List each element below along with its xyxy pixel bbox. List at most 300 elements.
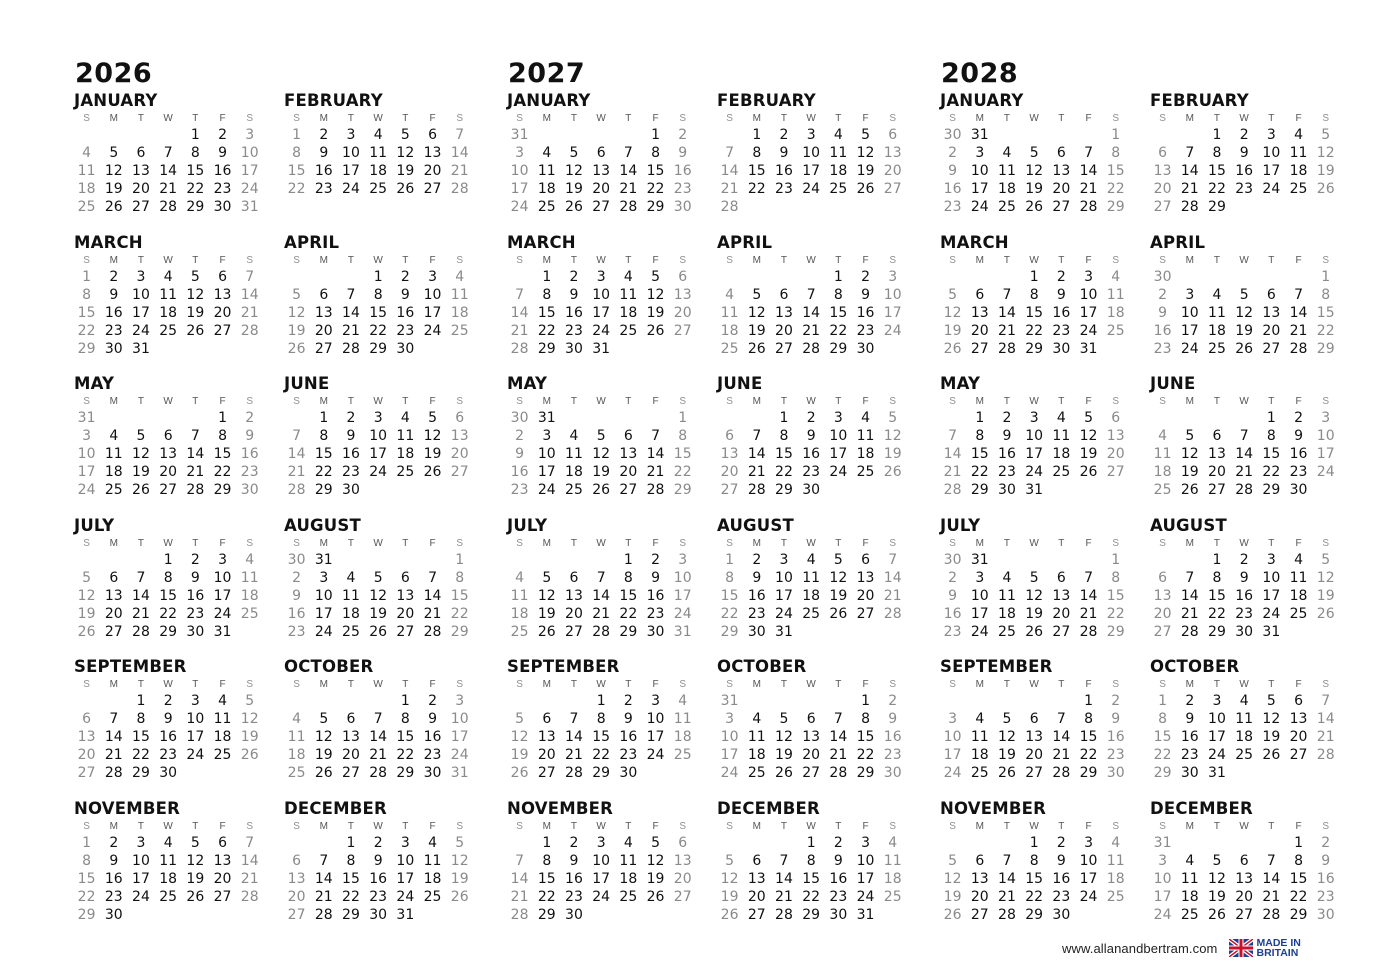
weekday-header xyxy=(283,254,479,268)
week-row xyxy=(1149,162,1345,180)
day-cell: 10 xyxy=(186,711,205,728)
day-cell: 3 xyxy=(373,410,383,427)
week-row xyxy=(283,728,479,746)
weekday-letter: M xyxy=(975,113,984,124)
day-cell: 27 xyxy=(592,199,611,215)
week-row xyxy=(1149,198,1345,216)
day-cell: 15 xyxy=(77,304,96,321)
day-cell: 19 xyxy=(943,888,962,905)
day-cell: 28 xyxy=(450,181,469,197)
weekday-letter: F xyxy=(219,254,226,266)
day-cell: 28 xyxy=(510,340,529,357)
weekday-letter: T xyxy=(347,537,355,549)
day-cell: 15 xyxy=(1262,446,1281,463)
weekday-letter: M xyxy=(109,679,118,691)
week-row xyxy=(1149,852,1345,870)
day-cell: 1 xyxy=(82,268,92,285)
day-cell: 2 xyxy=(569,834,579,851)
weekday-letter: T xyxy=(1058,537,1065,549)
weekday-letter: S xyxy=(726,254,733,266)
day-cell: 23 xyxy=(998,464,1016,481)
day-cell: 5 xyxy=(1029,569,1039,586)
weekday-letter: W xyxy=(373,254,383,266)
day-cell: 6 xyxy=(292,852,302,869)
month-name: MAY xyxy=(507,374,548,394)
day-cell: 3 xyxy=(1266,551,1276,568)
day-cell: 30 xyxy=(1235,623,1254,640)
day-cell: 27 xyxy=(1235,906,1254,923)
day-cell: 21 xyxy=(1235,464,1254,481)
day-cell: 22 xyxy=(314,464,333,481)
day-cell: 28 xyxy=(565,765,583,782)
day-cell: 2 xyxy=(861,268,870,285)
day-cell: 20 xyxy=(537,747,556,764)
day-cell: 1 xyxy=(455,551,465,568)
weekday-letter: S xyxy=(516,254,523,266)
day-cell: 20 xyxy=(213,304,232,321)
weekday-letter: F xyxy=(652,820,659,832)
weekday-letter: T xyxy=(625,820,632,832)
day-cell: 1 xyxy=(82,834,92,851)
month-name: AUGUST xyxy=(284,515,361,535)
month-name: NOVEMBER xyxy=(507,798,614,818)
week-row xyxy=(1149,710,1345,728)
day-cell: 22 xyxy=(970,464,989,481)
day-cell: 16 xyxy=(1153,322,1172,339)
day-cell: 22 xyxy=(1262,464,1281,481)
month-name: MARCH xyxy=(940,232,1009,252)
day-cell: 15 xyxy=(213,446,232,463)
day-cell: 12 xyxy=(396,145,415,161)
day-cell: 27 xyxy=(883,181,902,197)
week-row xyxy=(939,304,1135,322)
day-cell: 30 xyxy=(1052,340,1071,357)
day-cell: 2 xyxy=(888,693,898,710)
day-cell: 27 xyxy=(77,765,96,782)
day-cell: 30 xyxy=(240,482,259,499)
day-cell: 22 xyxy=(1106,605,1125,622)
weekday-letter: W xyxy=(373,113,383,124)
weekday-header xyxy=(73,254,269,268)
day-cell: 12 xyxy=(1235,304,1254,321)
day-cell: 12 xyxy=(646,852,665,869)
weekday-letter: M xyxy=(1185,537,1194,549)
weekday-letter: S xyxy=(726,820,733,832)
day-cell: 9 xyxy=(190,569,200,586)
day-cell: 27 xyxy=(1052,199,1071,215)
day-cell: 28 xyxy=(240,888,259,905)
day-cell: 6 xyxy=(1212,428,1222,445)
day-cell: 29 xyxy=(1106,623,1125,640)
day-cell: 4 xyxy=(109,428,119,445)
weekday-letter: T xyxy=(402,113,409,124)
day-cell: 23 xyxy=(883,747,902,764)
day-cell: 28 xyxy=(1262,906,1281,923)
day-cell: 24 xyxy=(943,765,962,782)
year-title: 2027 xyxy=(508,58,586,89)
day-cell: 12 xyxy=(186,286,205,303)
day-cell: 11 xyxy=(159,286,178,303)
day-cell: 19 xyxy=(314,747,333,764)
day-cell: 4 xyxy=(373,127,383,143)
day-cell: 24 xyxy=(132,888,150,905)
day-cell: 7 xyxy=(569,711,579,728)
day-cell: 28 xyxy=(720,199,739,215)
month-block xyxy=(506,90,702,232)
week-row xyxy=(506,605,702,623)
day-cell: 22 xyxy=(1079,747,1098,764)
week-row xyxy=(506,764,702,782)
day-cell: 30 xyxy=(104,340,123,357)
day-cell: 28 xyxy=(775,906,793,923)
day-cell: 8 xyxy=(1111,569,1121,586)
week-row xyxy=(1149,427,1345,445)
day-cell: 30 xyxy=(619,765,638,782)
day-cell: 6 xyxy=(1294,693,1303,710)
week-row xyxy=(506,409,702,427)
day-cell: 29 xyxy=(1208,199,1226,215)
day-cell: 20 xyxy=(883,163,902,179)
day-cell: 29 xyxy=(77,906,96,923)
day-cell: 25 xyxy=(510,623,529,640)
week-row xyxy=(1149,286,1345,304)
weekday-letter: W xyxy=(596,254,606,266)
day-cell: 19 xyxy=(1180,464,1199,481)
week-row xyxy=(1149,906,1345,924)
month-name: OCTOBER xyxy=(1150,657,1240,677)
day-cell: 13 xyxy=(720,446,739,463)
week-row xyxy=(506,340,702,358)
day-cell: 3 xyxy=(136,834,146,851)
week-row xyxy=(73,692,269,710)
day-cell: 3 xyxy=(651,693,660,710)
day-cell: 1 xyxy=(623,551,633,568)
day-cell: 23 xyxy=(565,888,583,905)
weekday-letter: S xyxy=(246,254,254,266)
week-row xyxy=(1149,445,1345,463)
week-row xyxy=(506,888,702,906)
weekday-header xyxy=(939,820,1135,834)
month-name: APRIL xyxy=(284,232,340,252)
day-cell: 1 xyxy=(346,834,356,851)
day-cell: 30 xyxy=(510,410,529,427)
day-cell: 23 xyxy=(396,322,415,339)
day-cell: 19 xyxy=(77,605,96,622)
week-row xyxy=(73,126,269,144)
month-block xyxy=(716,90,912,232)
day-cell: 4 xyxy=(861,410,870,427)
week-row xyxy=(939,286,1135,304)
week-row xyxy=(716,162,912,180)
day-cell: 24 xyxy=(1262,605,1281,622)
day-cell: 12 xyxy=(943,870,962,887)
day-cell: 23 xyxy=(775,181,793,197)
weekday-letter: T xyxy=(1268,396,1275,408)
day-cell: 4 xyxy=(428,834,437,851)
day-cell: 20 xyxy=(77,747,96,764)
day-cell: 22 xyxy=(1153,747,1172,764)
day-cell: 12 xyxy=(883,428,902,445)
week-row xyxy=(939,445,1135,463)
day-cell: 31 xyxy=(396,906,415,923)
day-cell: 26 xyxy=(77,623,96,640)
day-cell: 2 xyxy=(948,569,958,586)
weekday-letter: T xyxy=(625,113,632,124)
week-row xyxy=(73,764,269,782)
day-cell: 21 xyxy=(1289,322,1308,339)
day-cell: 26 xyxy=(1316,605,1335,622)
day-cell: 8 xyxy=(346,852,356,869)
day-cell: 4 xyxy=(1158,428,1168,445)
day-cell: 7 xyxy=(292,428,302,445)
weekday-letter: M xyxy=(109,820,118,832)
day-cell: 22 xyxy=(287,181,306,197)
week-row xyxy=(73,144,269,162)
day-cell: 7 xyxy=(948,428,958,445)
day-cell: 18 xyxy=(747,747,766,764)
day-cell: 27 xyxy=(1153,199,1172,215)
week-row xyxy=(1149,870,1345,888)
day-cell: 10 xyxy=(720,729,739,746)
week-row xyxy=(506,906,702,924)
day-cell: 23 xyxy=(1052,888,1071,905)
week-row xyxy=(506,870,702,888)
day-cell: 16 xyxy=(673,163,692,179)
week-row xyxy=(73,870,269,888)
week-row xyxy=(506,427,702,445)
week-row xyxy=(1149,692,1345,710)
day-cell: 26 xyxy=(998,765,1016,782)
day-cell: 8 xyxy=(1266,428,1276,445)
week-row xyxy=(506,180,702,198)
week-row xyxy=(283,463,479,481)
made-in-britain-badge xyxy=(1229,938,1300,958)
day-cell: 28 xyxy=(342,340,360,357)
day-cell: 26 xyxy=(646,888,665,905)
weekday-header xyxy=(506,254,702,268)
month-name: JANUARY xyxy=(74,91,158,110)
day-cell: 9 xyxy=(1239,145,1249,161)
day-cell: 5 xyxy=(1321,127,1331,143)
day-cell: 3 xyxy=(779,551,789,568)
website-link[interactable]: www.allanandbertram.com xyxy=(1062,940,1218,956)
day-cell: 29 xyxy=(646,199,665,215)
day-cell: 3 xyxy=(1158,852,1168,869)
weekday-letter: M xyxy=(109,537,118,549)
day-cell: 17 xyxy=(450,729,469,746)
day-cell: 19 xyxy=(720,888,739,905)
day-cell: 25 xyxy=(883,888,902,905)
day-cell: 18 xyxy=(159,304,178,321)
day-cell: 31 xyxy=(132,340,150,357)
day-cell: 21 xyxy=(998,322,1016,339)
weekday-letter: T xyxy=(1003,537,1011,549)
day-cell: 18 xyxy=(77,181,96,197)
day-cell: 25 xyxy=(1052,464,1071,481)
day-cell: 10 xyxy=(646,711,665,728)
week-row xyxy=(283,180,479,198)
day-cell: 16 xyxy=(510,464,529,481)
day-cell: 9 xyxy=(1321,852,1331,869)
day-cell: 25 xyxy=(1153,482,1172,499)
week-row xyxy=(73,728,269,746)
day-cell: 13 xyxy=(423,145,442,161)
day-cell: 18 xyxy=(1289,587,1308,604)
weekday-letter: T xyxy=(780,396,788,408)
day-cell: 11 xyxy=(1289,145,1308,161)
day-cell: 5 xyxy=(1084,410,1093,427)
week-row xyxy=(716,728,912,746)
day-cell: 15 xyxy=(314,446,333,463)
day-cell: 7 xyxy=(1294,286,1303,303)
day-cell: 21 xyxy=(998,888,1016,905)
week-row xyxy=(506,623,702,641)
day-cell: 20 xyxy=(314,322,333,339)
month-block xyxy=(73,798,269,940)
weekday-letter: F xyxy=(1295,113,1302,124)
weekday-letter: T xyxy=(1268,820,1275,832)
day-cell: 4 xyxy=(218,693,227,710)
week-row xyxy=(283,888,479,906)
weekday-letter: M xyxy=(319,820,328,832)
weekday-header xyxy=(283,820,479,834)
day-cell: 20 xyxy=(423,163,442,179)
day-cell: 7 xyxy=(428,569,437,586)
day-cell: 17 xyxy=(673,587,692,604)
day-cell: 13 xyxy=(673,852,692,869)
day-cell: 11 xyxy=(537,163,556,179)
day-cell: 14 xyxy=(1289,304,1308,321)
day-cell: 27 xyxy=(970,340,989,357)
day-cell: 26 xyxy=(510,765,529,782)
day-cell: 24 xyxy=(1180,340,1199,357)
day-cell: 10 xyxy=(369,428,388,445)
day-cell: 26 xyxy=(186,888,205,905)
day-cell: 20 xyxy=(970,888,989,905)
day-cell: 25 xyxy=(673,747,692,764)
year-block xyxy=(73,58,503,940)
day-cell: 9 xyxy=(346,428,356,445)
day-cell: 9 xyxy=(373,852,383,869)
day-cell: 22 xyxy=(592,747,611,764)
day-cell: 2 xyxy=(218,127,227,143)
weekday-letter: T xyxy=(780,537,788,549)
week-row xyxy=(506,445,702,463)
day-cell: 31 xyxy=(970,551,989,568)
week-row xyxy=(506,852,702,870)
day-cell: 2 xyxy=(806,410,816,427)
day-cell: 28 xyxy=(1079,623,1098,640)
day-cell: 30 xyxy=(186,623,205,640)
day-cell: 10 xyxy=(1208,711,1226,728)
weekday-letter: T xyxy=(1058,396,1065,408)
weekday-letter: T xyxy=(625,537,632,549)
month-block xyxy=(506,515,702,657)
day-cell: 31 xyxy=(856,906,875,923)
day-cell: 8 xyxy=(319,428,329,445)
day-cell: 30 xyxy=(342,482,360,499)
day-cell: 7 xyxy=(319,852,329,869)
day-cell: 29 xyxy=(213,482,232,499)
day-cell: 3 xyxy=(136,268,146,285)
day-cell: 16 xyxy=(1235,587,1254,604)
day-cell: 5 xyxy=(82,569,92,586)
weekday-letter: S xyxy=(889,254,897,266)
day-cell: 20 xyxy=(450,446,469,463)
day-cell: 28 xyxy=(369,765,388,782)
day-cell: 10 xyxy=(132,852,150,869)
day-cell: 13 xyxy=(673,286,692,303)
day-cell: 13 xyxy=(1025,729,1044,746)
week-row xyxy=(939,692,1135,710)
weekday-header xyxy=(1149,112,1345,126)
day-cell: 4 xyxy=(346,569,356,586)
weekday-header xyxy=(1149,537,1345,551)
day-cell: 13 xyxy=(287,870,306,887)
day-cell: 13 xyxy=(747,870,766,887)
day-cell: 19 xyxy=(510,747,529,764)
week-row xyxy=(1149,304,1345,322)
weekday-letter: S xyxy=(1112,396,1120,408)
day-cell: 13 xyxy=(314,304,333,321)
day-cell: 2 xyxy=(190,551,200,568)
day-cell: 8 xyxy=(1111,145,1121,161)
day-cell: 7 xyxy=(455,127,465,143)
day-cell: 18 xyxy=(369,163,388,179)
weekday-letter: F xyxy=(219,679,226,691)
day-cell: 29 xyxy=(1153,765,1172,782)
day-cell: 3 xyxy=(596,268,606,285)
day-cell: 8 xyxy=(623,569,633,586)
day-cell: 1 xyxy=(1266,410,1276,427)
day-cell: 29 xyxy=(720,623,739,640)
week-row xyxy=(716,888,912,906)
day-cell: 17 xyxy=(1079,870,1098,887)
weekday-letter: S xyxy=(1159,537,1166,549)
day-cell: 25 xyxy=(802,605,821,622)
day-cell: 20 xyxy=(159,464,178,481)
day-cell: 5 xyxy=(948,286,958,303)
day-cell: 23 xyxy=(802,464,821,481)
weekday-letter: W xyxy=(596,679,606,691)
day-cell: 30 xyxy=(747,623,766,640)
weekday-letter: M xyxy=(1185,679,1194,691)
weekday-letter: M xyxy=(319,113,328,124)
day-cell: 20 xyxy=(720,464,739,481)
weekday-letter: W xyxy=(596,396,606,408)
day-cell: 27 xyxy=(287,906,306,923)
weekday-letter: S xyxy=(726,537,733,549)
weekday-letter: T xyxy=(1003,679,1011,691)
day-cell: 19 xyxy=(646,304,665,321)
day-cell: 11 xyxy=(77,163,96,179)
day-cell: 31 xyxy=(213,623,232,640)
day-cell: 3 xyxy=(1321,410,1331,427)
day-cell: 22 xyxy=(673,464,692,481)
day-cell: 6 xyxy=(779,286,789,303)
week-row xyxy=(73,286,269,304)
week-row xyxy=(283,834,479,852)
week-row xyxy=(506,304,702,322)
day-cell: 2 xyxy=(245,410,255,427)
day-cell: 11 xyxy=(970,729,989,746)
year-title: 2026 xyxy=(75,58,153,89)
weekday-header xyxy=(1149,820,1345,834)
day-cell: 15 xyxy=(537,304,556,321)
day-cell: 6 xyxy=(455,410,465,427)
day-cell: 27 xyxy=(619,482,638,499)
week-row xyxy=(506,834,702,852)
